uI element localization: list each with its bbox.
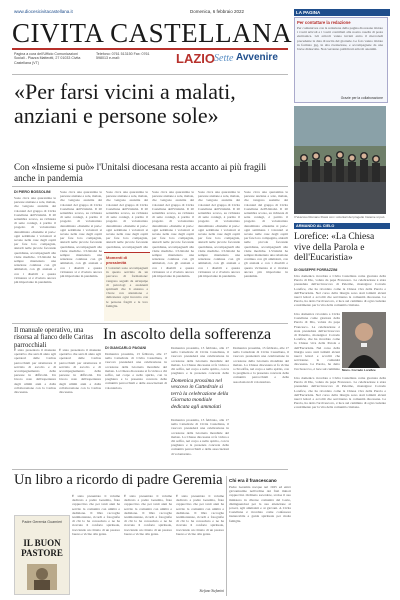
brand-avvenire: Avvenire — [236, 52, 278, 63]
book-author: Padre Geremia Guarnieri — [21, 520, 63, 524]
contact-box-footer: Grazie per la collaborazione — [340, 96, 383, 100]
sidebar-article-text-top: Una domenica ricordata a Civita Castellana come giornata della Parola di Dio, voluta da papa Francesco. La celebrazione è stata presieduta dall'arcivescovo di Palermo, monsignor Corrado Lorefice, che ha ricordato come la Chiesa viva della Parola e dell'Eucaristia. Nel corso della liturgia sono stati istituiti alcuni nuovi lettori e accoliti che serviranno la comunità diocesana. La Parola, ha detto l'arcivescovo, è luce sul cammino di ogni credente e nutrimento per la vita della comunità cristiana. — [294, 274, 386, 308]
box-momenti-text: I volontari sono accompagnati in questo servizio da un percorso di formazione: vengono seguiti da un'équipe di psicologi e assistenti spirituali che li aiutano a vivere con attenzione e delicatezza ogni incontro con le persone fragili e le loro famiglie. — [106, 266, 148, 308]
ascolto-title: In ascolto della sofferenza — [103, 326, 272, 343]
box-momenti-title: Momenti di prossimità — [106, 255, 128, 265]
brand-lazio: LAZIO — [176, 51, 215, 66]
main-article-col3: Sono circa una quarantina le persone anziane e sole, malate, che vengono assistite dai volontari del gruppo di Civita Castellana dell'Unitalsi. Il 20 settembre scorso, su richiesta di sette coniugi, è partito il progetto di volontariato denominato «Insieme si può»: ogni settimana i volontari si recano nelle case degli ospiti per fare loro compagnia, aiutarli nelle piccole faccende quotidiane, accompagnarli alle — [106, 190, 148, 249]
geremia-col3: È stato presentato il volume dedicato a padre Geremia, frate cappuccino che per tanti anni ha servito la comunità con umiltà e dedizione. Il libro raccoglie testimonianze, ricordi e fotografie di chi lo ha conosciuto e ne ha ricevuto il conforto spirituale, tracciando un ritratto di un pastore buono e vicino alla gente. — [176, 494, 224, 536]
office-contacts: Telefono: 0761 513150 Fax: 0761 598013 e-mail: — [96, 52, 150, 61]
contact-box-text: Per comunicare con la redazione della pagina diocesana inviate i vostri articoli e i vostri contributi alla nostra casella di posta elettronica. Gli articoli vanno inviati entro il mercoledì precedente la data di uscita del giornale. Le foto vanno inviate in formato jpg, in alta risoluzione, e accompagnate da una breve didascalia. Non verranno pubblicati articoli anonimi. — [297, 26, 383, 52]
sidebar-article-text-left: Una domenica ricordata a Civita Castellana come giornata della Parola di Dio, voluta da papa Francesco. La celebrazione è stata presieduta dall'arcivescovo di Palermo, monsignor Corrado Lorefice, che ha ricordato come la Chiesa viva della Parola e dell'Eucaristia. Nel corso della liturgia sono stati istituiti alcuni nuovi lettori e accoliti che serviranno la comunità diocesana. La Parola, ha detto l'arcivescovo, è luce sul cammino — [294, 312, 340, 371]
manuale-col2: È stato presentato il manuale operativo che sarà di aiuto agli operatori delle Caritas parrocchiali per strutturare il servizio di ascolto e di accompagnamento delle persone in difficoltà. Un lavoro nato dall'esperienza degli ultimi anni e dalla collaborazione con la Caritas diocesana. — [59, 348, 101, 395]
sidebar-article-text-bottom: Una domenica ricordata a Civita Castellana come giornata della Parola di Dio, voluta da papa Francesco. La celebrazione è stata presieduta dall'arcivescovo di Palermo, monsignor Corrado Lorefice, che ha ricordato come la Chiesa viva della Parola e dell'Eucaristia. Nel corso della liturgia sono stati istituiti alcuni nuovi lettori e accoliti che serviranno la comunità diocesana. La Parola, ha detto l'arcivescovo, è luce sul cammino di ogni credente e nutrimento per la vita della comunità cristiana. — [294, 376, 386, 410]
geremia-title: Un libro a ricordo di padre Geremia — [14, 472, 223, 488]
main-headline: «Per farsi vicini a malati, anziani e persone sole» — [14, 79, 236, 128]
book-cover — [14, 515, 70, 595]
masthead-rule — [12, 48, 288, 50]
portrait-caption: Mons. Corrado Lorefice — [342, 368, 376, 372]
ascolto-pullquote: Domenica prossima nel vescovo in Cattedrale si terrà la celebrazione della Giornata mondiale dedicata agli ammalati — [171, 378, 229, 410]
sidebar-article-section: ARMANDO AL CIELO — [294, 223, 390, 229]
geremia-sidebox — [226, 476, 291, 596]
geremia-sidebox-title: Chi era il francescano — [229, 478, 277, 483]
manuale-title: Il manuale operativo, una risorsa al fianco delle Caritas parrocchiali — [14, 327, 94, 349]
sidebar-article-author: DI GIUSEPPE PORRAZZINI — [294, 268, 338, 272]
sidebar-section-label: LA PAGINA — [294, 9, 390, 16]
header-divider — [12, 74, 288, 75]
geremia-col1: È stato presentato il volume dedicato a padre Geremia, frate cappuccino che per tanti anni ha servito la comunità con umiltà e dedizione. Il libro raccoglie testimonianze, ricordi e fotografie di chi lo ha conosciuto e ne ha ricevuto il conforto spirituale, tracciando un ritratto di un pastore buono e vicino alla gente. — [72, 494, 120, 536]
middle-divider — [12, 323, 288, 324]
headline-divider — [12, 186, 288, 187]
geremia-sidebox-text: Padre Geremia nacque nel 1925 ed entrò giovanissimo nell'ordine dei frati minori cappuccini. Ordinato sacerdote, svolse il suo ministero in diverse comunità del Lazio, distinguendosi per la sua attenzione ai poveri, agli ammalati e ai giovani. A Civita Castellana è ricordato come confessore instancabile e guida spirituale per molte famiglie. — [229, 485, 291, 523]
ascolto-col1: Domenica prossima, 13 febbraio, alle 17 nella Cattedrale di Civita Castellana, il vescovo presiederà una celebrazione in occasione della Giornata mondiale del malato. La Chiesa diocesana si fa vicina a chi soffre, nel corpo e nello spirito, con la preghiera e la presenza concreta delle comunità parrocchiali e delle associazioni di volontariato. — [105, 352, 167, 390]
main-article-col6: Sono circa una quarantina le persone anziane e sole, malate, che vengono assistite dai volontari del gruppo di Civita Castellana dell'Unitalsi. Il 20 settembre scorso, su richiesta di sette coniugi, è partito il progetto di volontariato denominato «Insieme si può»: ogni settimana i volontari si recano nelle case degli ospiti per fare loro compagnia, aiutarli nelle piccole faccende quotidiane, accompagnarli alle visite mediche. L'Unitalsi ha sempre mantenuto una relazione continua con gli ammalati, con gli anziani e con i disabili e questa vicinanza si è rivelata ancora più importante in pandemia. — [244, 190, 288, 279]
main-article-col1: Sono circa una quarantina le persone anziane e sole, malate, che vengono assistite dai volontari del gruppo di Civita Castellana dell'Unitalsi. Il 20 settembre scorso, su richiesta di sette coniugi, è partito il progetto di volontariato denominato «Insieme si può»: ogni settimana i volontari si recano nelle case degli ospiti per fare loro compagnia, aiutarli nelle piccole faccende quotidiane, accompagnarli alle visite mediche. L'Unitalsi ha sempre mantenuto una relazione continua con gli ammalati, con gli anziani e con i disabili e questa vicinanza si è rivelata ancora più importante in pandemia. — [14, 196, 56, 285]
book-cover-image — [27, 564, 57, 590]
masthead-title: CIVITA CASTELLANA — [12, 18, 293, 48]
group-photo-caption: Il Vescovo Romano Rossi con i volontari del progetto Insieme si può — [294, 215, 385, 219]
book-title: IL BUON PASTORE — [21, 538, 63, 558]
brand-sette: Sette — [214, 53, 234, 64]
group-photo — [294, 106, 386, 214]
box-momenti — [104, 252, 150, 321]
site-url[interactable]: www.diocesicivitacastellana.it — [14, 9, 73, 14]
lorefice-portrait — [342, 312, 386, 368]
issue-date: Domenica, 6 febbraio 2022 — [190, 9, 245, 14]
main-article-col5: Sono circa una quarantina le persone anziane e sole, malate, che vengono assistite dai volontari del gruppo di Civita Castellana dell'Unitalsi. Il 20 settembre scorso, su richiesta di sette coniugi, è partito il progetto di volontariato denominato «Insieme si può»: ogni settimana i volontari si recano nelle case degli ospiti per fare loro compagnia, aiutarli nelle piccole faccende quotidiane, accompagnarli alle visite mediche. L'Unitalsi ha sempre mantenuto una relazione continua con gli ammalati, con gli anziani e con i disabili e questa vicinanza si è rivelata ancora più importante in pandemia. — [198, 190, 240, 279]
geremia-signature: Stefano Stefanini — [199, 589, 224, 593]
main-article-col2: Sono circa una quarantina le persone anziane e sole, malate, che vengono assistite dai volontari del gruppo di Civita Castellana dell'Unitalsi. Il 20 settembre scorso, su richiesta di sette coniugi, è partito il progetto di volontariato denominato «Insieme si può»: ogni settimana i volontari si recano nelle case degli ospiti per fare loro compagnia, aiutarli nelle piccole faccende quotidiane, accompagnarli alle visite mediche. L'Unitalsi ha sempre mantenuto una relazione continua con gli ammalati, con gli anziani e con i disabili e questa vicinanza si è rivelata ancora più importante in pandemia. — [60, 190, 102, 279]
main-byline: DI PIERO BOSSOLINI — [14, 190, 51, 194]
group-photo-image — [294, 106, 386, 214]
bottom-divider — [12, 469, 288, 470]
ascolto-col3: Domenica prossima, 13 febbraio, alle 17 nella Cattedrale di Civita Castellana, il vescovo presiederà una celebrazione in occasione della Giornata mondiale del malato. La Chiesa diocesana si fa vicina a chi soffre, nel corpo e nello spirito, con la preghiera e la presenza concreta delle comunità parrocchiali e delle associazioni di volontariato. — [233, 346, 289, 384]
main-article-col4: Sono circa una quarantina le persone anziane e sole, malate, che vengono assistite dai volontari del gruppo di Civita Castellana dell'Unitalsi. Il 20 settembre scorso, su richiesta di sette coniugi, è partito il progetto di volontariato denominato «Insieme si può»: ogni settimana i volontari si recano nelle case degli ospiti per fare loro compagnia, aiutarli nelle piccole faccende quotidiane, accompagnarli alle visite mediche. L'Unitalsi ha sempre mantenuto una relazione continua con gli ammalati, con gli anziani e con i disabili e questa vicinanza si è rivelata ancora più importante in pandemia. — [152, 190, 194, 279]
sidebar-article-title: Lorefice: «La Chiesa vive della Parola e dell'Eucaristia» — [294, 232, 375, 263]
portrait-image — [342, 312, 386, 368]
main-subtitle: Con «Insieme si può» l'Unitalsi diocesana resta accanto ai più fragili anche in pandemia — [14, 162, 267, 183]
office-address: Pagina a cura dell'Ufficio Comunicazioni Sociali - Piazza Matteotti, 27 01033 Civita Castellana (VT) — [14, 52, 81, 65]
ascolto-byline: DI GIANCARLO PAGANI — [105, 346, 147, 350]
geremia-col2: È stato presentato il volume dedicato a padre Geremia, frate cappuccino che per tanti anni ha servito la comunità con umiltà e dedizione. Il libro raccoglie testimonianze, ricordi e fotografie di chi lo ha conosciuto e ne ha ricevuto il conforto spirituale, tracciando un ritratto di un pastore buono e vicino alla gente. — [124, 494, 172, 536]
ascolto-col2-bottom: Domenica prossima, 13 febbraio, alle 17 nella Cattedrale di Civita Castellana, il vescovo presiederà una celebrazione in occasione della Giornata mondiale del malato. La Chiesa diocesana si fa vicina a chi soffre, nel corpo e nello spirito, con la preghiera e la presenza concreta delle comunità parrocchiali e delle associazioni di volontariato. — [171, 418, 229, 456]
manuale-col1: È stato presentato il manuale operativo che sarà di aiuto agli operatori delle Caritas parrocchiali per strutturare il servizio di ascolto e di accompagnamento delle persone in difficoltà. Un lavoro nato dall'esperienza degli ultimi anni e dalla collaborazione con la Caritas diocesana. — [14, 348, 56, 395]
contact-box-title: Per contattare la redazione — [297, 20, 351, 25]
ascolto-col2-top: Domenica prossima, 13 febbraio, alle 17 nella Cattedrale di Civita Castellana, il vescovo presiederà una celebrazione in occasione della Giornata mondiale del malato. La Chiesa diocesana si fa vicina a chi soffre, nel corpo e nello spirito, con la preghiera e la presenza concreta delle — [171, 346, 229, 376]
